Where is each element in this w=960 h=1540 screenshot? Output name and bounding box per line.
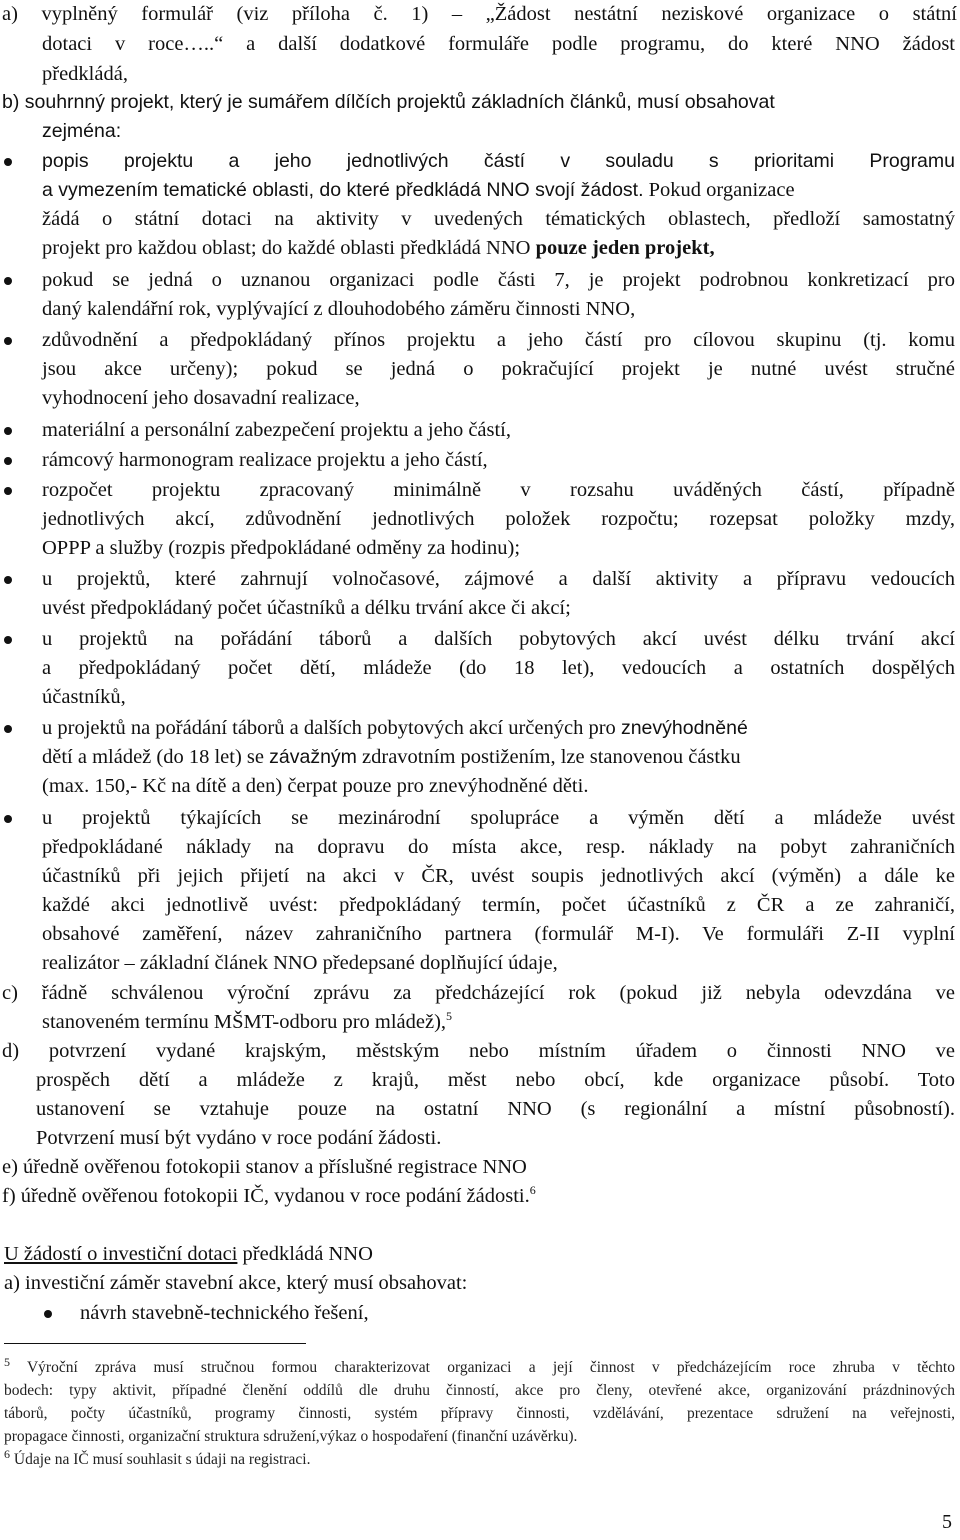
item-f-line-1: f) úředně ověřenou fotokopii IČ, vydanou v roce podání žádosti.$^6$ — [2, 1183, 536, 1207]
bullet-1-line-4: projekt pro každou oblast; do každé oblasti předkládá NNO pouze jeden projekt, — [42, 237, 715, 259]
bullet-2-line-2: daný kalendářní rok, vyplývající z dlouhodobého záměru činnosti NNO, — [42, 298, 636, 320]
footnote-separator — [4, 1343, 306, 1344]
bullet-9-line-3: (max. 150,- Kč na dítě a den) čerpat pouze pro znevýhodněné děti. — [42, 775, 589, 797]
bullet-icon — [4, 815, 12, 823]
bullet-icon — [4, 277, 12, 285]
footnote-5-line-3: táborů, počty účastníků, programy činnosti, systém přípravy činnosti, vzdělávání, prezentace sdružení na veřejnosti, — [4, 1405, 955, 1422]
bullet-8-line-2: a předpokládaný počet dětí, mládeže (do 18 let), vedoucích a ostatních dospělých — [42, 657, 955, 679]
bullet-9-line-2: dětí a mládež (do 18 let) se závažným zdravotním postižením, lze stanovenou částku — [42, 746, 741, 768]
item-c-line-2: stanoveném termínu MŠMT-odboru pro mládež),$^5$ — [42, 1009, 453, 1033]
bullet-8-line-1: u projektů na pořádání táborů a dalších pobytových akcí uvést délku trvání akcí — [42, 628, 955, 650]
bullet-icon — [4, 487, 12, 495]
page-number: 5 — [942, 1511, 952, 1533]
item-a-line-2: dotaci v roce…..“ a další dodatkové formuláře podle programu, do které NNO žádost — [42, 33, 955, 55]
item-b-line-1: b) souhrnný projekt, který je sumářem dílčích projektů základních článků, musí obsahovat — [2, 91, 775, 113]
bullet-10-line-4: každé akci jednotlivě uvést: předpokládaný termín, počet účastníků z ČR a ze zahraničí, — [42, 894, 955, 916]
bullet-10-line-1: u projektů týkajících se mezinárodní spolupráce a výměn dětí a mládeže uvést — [42, 807, 955, 829]
item-d-line-3: ustanovení se vztahuje pouze na ostatní NNO (s regionální a místní působností). — [36, 1098, 955, 1120]
bullet-icon — [4, 636, 12, 644]
bullet-7-line-2: uvést předpokládaný počet účastníků a délku trvání akce či akcí; — [42, 597, 571, 619]
bullet-4-line-1: materiální a personální zabezpečení projektu a jeho částí, — [42, 419, 512, 441]
invest-bullet-1: návrh stavebně-technického řešení, — [80, 1302, 369, 1324]
bullet-icon — [4, 337, 12, 345]
bullet-icon — [4, 457, 12, 465]
bullet-icon — [4, 427, 12, 435]
bullet-6-line-2: jednotlivých akcí, zdůvodnění jednotlivých položek rozpočtu; rozepsat položky mzdy, — [42, 508, 955, 530]
item-a-line-3: předkládá, — [42, 63, 128, 85]
footnote-6: $^6$ Údaje na IČ musí souhlasit s údaji na registraci. — [4, 1446, 311, 1468]
bullet-10-line-2: předpokládané náklady na dopravu do místa akce, resp. náklady na pobyt zahraničních — [42, 836, 955, 858]
bullet-9-line-1: u projektů na pořádání táborů a dalších pobytových akcí určených pro znevýhodněné — [42, 717, 748, 739]
invest-heading: U žádostí o investiční dotaci předkládá NNO — [4, 1243, 373, 1265]
item-a-line-1: a) vyplněný formulář (viz příloha č. 1) – „Žádost nestátní neziskové organizace o státní — [2, 3, 957, 25]
bullet-10-line-3: účastníků při jejich přijetí na akci v ČR, uvést soupis jednotlivých akcí (výměn) a dále ke — [42, 865, 955, 887]
bullet-1-line-2: a vymezením tematické oblasti, do které předkládá NNO svojí žádost. Pokud organizace — [42, 179, 795, 201]
bullet-3-line-2: jsou akce určeny); pokud se jedná o pokračující projekt je nutné uvést stručné — [42, 358, 955, 380]
footnote-5-line-4: propagace činnosti, organizační struktura sdružení,výkaz o hospodaření (finanční uzávěrku). — [4, 1428, 578, 1445]
bullet-8-line-3: účastníků, — [42, 686, 126, 708]
bullet-6-line-3: OPPP a služby (rozpis předpokládané odměny za hodinu); — [42, 537, 521, 559]
bullet-6-line-1: rozpočet projektu zpracovaný minimálně v rozsahu uváděných částí, případně — [42, 479, 955, 501]
bullet-3-line-1: zdůvodnění a předpokládaný přínos projektu a jeho částí pro cílovou skupinu (tj. komu — [42, 329, 955, 351]
bullet-1-line-1: popis projektu a jeho jednotlivých částí v souladu s prioritami Programu — [42, 150, 955, 172]
bullet-icon — [4, 576, 12, 584]
bullet-10-line-6: realizátor – základní článek NNO předepsané doplňující údaje, — [42, 952, 558, 974]
bullet-7-line-1: u projektů, které zahrnují volnočasové, zájmové a další aktivity a přípravu vedoucích — [42, 568, 955, 590]
item-c-line-1: c) řádně schválenou výroční zprávu za předcházející rok (pokud již nebyla odevzdána ve — [2, 982, 955, 1004]
bullet-2-line-1: pokud se jedná o uznanou organizaci podle části 7, je projekt podrobnou konkretizací pro — [42, 269, 955, 291]
bullet-1-line-3: žádá o státní dotaci na aktivity v uvedených tématických oblastech, předloží samostatný — [42, 208, 955, 230]
item-d-line-4: Potvrzení musí být vydáno v roce podání žádosti. — [36, 1127, 442, 1149]
bullet-5-line-1: rámcový harmonogram realizace projektu a jeho částí, — [42, 449, 488, 471]
item-b-line-2: zejména: — [42, 120, 122, 142]
footnote-5-line-2: bodech: typy aktivit, případné členění oddílů dle druhu činností, akce pro členy, otevřené akce, organizování prázdninových — [4, 1382, 955, 1399]
item-d-line-1: d) potvrzení vydané krajským, městským nebo místním úřadem o činnosti NNO ve — [2, 1040, 955, 1062]
bullet-3-line-3: vyhodnocení jeho dosavadní realizace, — [42, 387, 360, 409]
footnote-5-line-1: $^5$ Výroční zpráva musí stručnou formou charakterizovat organizaci a její činnost v předcházejícím roce zhruba v těchto — [4, 1354, 955, 1376]
item-d-line-2: prospěch dětí a mládeže z krajů, měst nebo obcí, kde organizace působí. Toto — [36, 1069, 955, 1091]
bullet-icon — [4, 725, 12, 733]
bullet-icon — [44, 1310, 52, 1318]
item-e-line-1: e) úředně ověřenou fotokopii stanov a příslušné registrace NNO — [2, 1156, 527, 1178]
invest-item-a: a) investiční záměr stavební akce, který musí obsahovat: — [4, 1272, 468, 1294]
bullet-icon — [4, 158, 12, 166]
bullet-10-line-5: obsahové zaměření, název zahraničního partnera (formulář M-I). Ve formuláři Z-II vyplní — [42, 923, 955, 945]
